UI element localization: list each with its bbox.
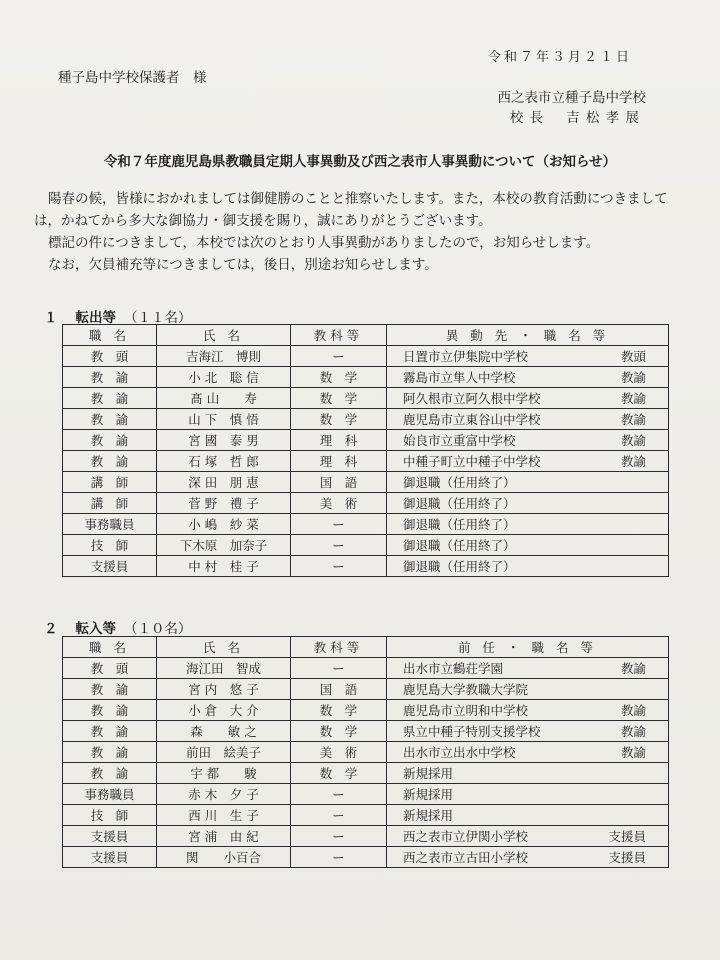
destination-role: 教諭 — [620, 412, 646, 427]
cell-name: 菅 野 禮 子 — [157, 493, 291, 514]
cell-destination — [387, 658, 669, 679]
cell-post: 教 諭 — [63, 388, 157, 409]
cell-subject: ー — [291, 826, 387, 847]
cell-destination — [387, 784, 669, 805]
destination-text: 御退職（任用終了） — [403, 559, 516, 574]
destination-text: 出水市立出水中学校 — [403, 745, 516, 760]
cell-name: 宮 内 悠 子 — [157, 679, 291, 700]
table-row — [63, 826, 669, 847]
section-number: １ — [44, 310, 58, 326]
addressee: 種子島中学校保護者 様 — [58, 70, 207, 86]
destination-text: 始良市立重富中学校 — [403, 433, 516, 448]
cell-post: 講 師 — [63, 472, 157, 493]
destination-text: 霧島市立隼人中学校 — [403, 370, 516, 385]
cell-post: 教 諭 — [63, 451, 157, 472]
cell-post: 支援員 — [63, 826, 157, 847]
destination-text: 御退職（任用終了） — [403, 475, 516, 490]
cell-subject: ー — [291, 535, 387, 556]
cell-name: 小 倉 大 介 — [157, 700, 291, 721]
cell-subject: 理 科 — [291, 451, 387, 472]
destination-role: 支援員 — [608, 850, 646, 865]
cell-subject: ー — [291, 514, 387, 535]
table-row — [63, 535, 669, 556]
cell-post: 教 諭 — [63, 409, 157, 430]
cell-destination — [387, 847, 669, 868]
table-row — [63, 430, 669, 451]
cell-subject: 数 学 — [291, 721, 387, 742]
principal-title: 校 長 — [509, 110, 545, 126]
table-row — [63, 514, 669, 535]
destination-role: 教頭 — [620, 349, 646, 364]
destination-text: 新規採用 — [403, 808, 454, 823]
destination-role: 教諭 — [620, 370, 646, 385]
destination-text: 西之表市立伊関小学校 — [403, 829, 529, 844]
col-header-destination: 異 動 先 ・ 職 名 等 — [387, 325, 669, 346]
cell-name: 小 嶋 紗 菜 — [157, 514, 291, 535]
table-row — [63, 805, 669, 826]
cell-subject: 数 学 — [291, 763, 387, 784]
table-row — [63, 556, 669, 577]
cell-post: 技 師 — [63, 535, 157, 556]
cell-post: 教 諭 — [63, 700, 157, 721]
body-text — [34, 188, 678, 276]
col-header-post: 職 名 — [63, 325, 157, 346]
col-header-name: 氏 名 — [157, 325, 291, 346]
section-label: 転出等 — [75, 310, 116, 326]
cell-name: 宇 都 駿 — [157, 763, 291, 784]
cell-name: 西 川 生 子 — [157, 805, 291, 826]
cell-post: 講 師 — [63, 493, 157, 514]
destination-text: 新規採用 — [403, 766, 454, 781]
destination-text: 西之表市立古田小学校 — [403, 850, 529, 865]
cell-destination — [387, 367, 669, 388]
cell-destination — [387, 535, 669, 556]
body-paragraph-1: 陽春の候，皆様におかれましては御健勝のことと推察いたします。また，本校の教育活動につきましては，かねてから多大な御協力・御支援を賜り，誠にありがとうございます。 — [34, 191, 668, 229]
cell-subject: ー — [291, 847, 387, 868]
cell-subject: 国 語 — [291, 679, 387, 700]
cell-destination — [387, 679, 669, 700]
table-row — [63, 472, 669, 493]
body-paragraph-3: なお，欠員補充等につきましては，後日，別途お知らせします。 — [48, 257, 438, 273]
destination-role: 教諭 — [620, 391, 646, 406]
cell-subject: 理 科 — [291, 430, 387, 451]
table-row — [63, 367, 669, 388]
cell-name: 赤 木 夕 子 — [157, 784, 291, 805]
cell-subject: ー — [291, 346, 387, 367]
cell-post: 技 師 — [63, 805, 157, 826]
section-label: 転入等 — [75, 621, 116, 637]
cell-name: 森 敏 之 — [157, 721, 291, 742]
cell-subject: 美 術 — [291, 742, 387, 763]
transfer-out-table — [62, 324, 669, 577]
school-name: 西之表市立種子島中学校 — [497, 90, 646, 106]
destination-text: 鹿児島大学教職大学院 — [403, 682, 529, 697]
cell-post: 教 諭 — [63, 742, 157, 763]
cell-destination — [387, 556, 669, 577]
cell-destination — [387, 805, 669, 826]
cell-post: 教 諭 — [63, 430, 157, 451]
col-header-previous: 前 任 ・ 職 名 等 — [387, 637, 669, 658]
table-row — [63, 451, 669, 472]
cell-name: 宮 浦 由 紀 — [157, 826, 291, 847]
destination-text: 鹿児島市立東谷山中学校 — [403, 412, 541, 427]
table-header-row — [63, 637, 669, 658]
cell-post: 教 諭 — [63, 367, 157, 388]
cell-subject: 国 語 — [291, 472, 387, 493]
destination-text: 御退職（任用終了） — [403, 496, 516, 511]
cell-destination — [387, 472, 669, 493]
cell-subject: 美 術 — [291, 493, 387, 514]
table-row — [63, 679, 669, 700]
destination-role: 教諭 — [620, 703, 646, 718]
col-header-subject: 教科等 — [291, 325, 387, 346]
cell-subject: 数 学 — [291, 367, 387, 388]
cell-name: 吉海江 博則 — [157, 346, 291, 367]
cell-name: 髙 山 寿 — [157, 388, 291, 409]
destination-role: 教諭 — [620, 724, 646, 739]
col-header-post: 職 名 — [63, 637, 157, 658]
cell-name: 宮 國 泰 男 — [157, 430, 291, 451]
destination-role: 支援員 — [608, 829, 646, 844]
cell-name: 下木原 加奈子 — [157, 535, 291, 556]
cell-post: 支援員 — [63, 556, 157, 577]
cell-name: 前田 絵美子 — [157, 742, 291, 763]
transfer-in-table — [62, 636, 669, 868]
table-row — [63, 721, 669, 742]
destination-text: 県立中種子特別支援学校 — [403, 724, 541, 739]
destination-role: 教諭 — [620, 661, 646, 676]
table-row — [63, 346, 669, 367]
table-row — [63, 388, 669, 409]
table-row — [63, 784, 669, 805]
cell-subject: ー — [291, 658, 387, 679]
cell-destination — [387, 409, 669, 430]
destination-role: 教諭 — [620, 745, 646, 760]
cell-destination — [387, 514, 669, 535]
cell-destination — [387, 721, 669, 742]
cell-subject: 数 学 — [291, 700, 387, 721]
cell-destination — [387, 430, 669, 451]
destination-text: 御退職（任用終了） — [403, 538, 516, 553]
issue-date: 令和７年３月２１日 — [487, 50, 632, 65]
section-1-heading — [44, 306, 192, 326]
cell-post: 教 諭 — [63, 721, 157, 742]
body-paragraph-2: 標記の件につきまして，本校では次のとおり人事異動がありましたので，お知らせします。 — [48, 235, 600, 251]
section-count: （１１名） — [124, 310, 192, 326]
table-row — [63, 658, 669, 679]
section-count: （１０名） — [124, 621, 192, 637]
cell-subject: 数 学 — [291, 388, 387, 409]
destination-text: 新規採用 — [403, 787, 454, 802]
cell-destination — [387, 346, 669, 367]
destination-text: 鹿児島市立明和中学校 — [403, 703, 529, 718]
cell-name: 深 田 朋 恵 — [157, 472, 291, 493]
cell-name: 小 北 聡 信 — [157, 367, 291, 388]
principal-line — [510, 106, 640, 126]
cell-subject: ー — [291, 805, 387, 826]
cell-post: 事務職員 — [63, 784, 157, 805]
cell-destination — [387, 700, 669, 721]
principal-name: 吉 松 孝 展 — [566, 110, 640, 126]
cell-post: 教 諭 — [63, 763, 157, 784]
destination-role: 教諭 — [620, 454, 646, 469]
table-row — [63, 763, 669, 784]
section-number: ２ — [44, 621, 58, 637]
document-title: 令和７年度鹿児島県教職員定期人事異動及び西之表市人事異動について（お知らせ） — [103, 154, 617, 170]
cell-destination — [387, 451, 669, 472]
cell-post: 教 頭 — [63, 346, 157, 367]
table-header-row — [63, 325, 669, 346]
cell-name: 山 下 慎 悟 — [157, 409, 291, 430]
section-2-heading — [44, 617, 192, 637]
cell-subject: ー — [291, 556, 387, 577]
table-row — [63, 742, 669, 763]
cell-post: 支援員 — [63, 847, 157, 868]
cell-subject: 数 学 — [291, 409, 387, 430]
col-header-subject: 教科等 — [291, 637, 387, 658]
destination-text: 出水市立鶴荘学園 — [403, 661, 504, 676]
destination-role: 教諭 — [620, 433, 646, 448]
destination-text: 御退職（任用終了） — [403, 517, 516, 532]
cell-post: 事務職員 — [63, 514, 157, 535]
destination-text: 中種子町立中種子中学校 — [403, 454, 541, 469]
cell-name: 関 小百合 — [157, 847, 291, 868]
cell-destination — [387, 826, 669, 847]
destination-text: 日置市立伊集院中学校 — [403, 349, 529, 364]
table-row — [63, 700, 669, 721]
cell-destination — [387, 742, 669, 763]
cell-destination — [387, 763, 669, 784]
cell-name: 海江田 智成 — [157, 658, 291, 679]
table-row — [63, 409, 669, 430]
col-header-name: 氏 名 — [157, 637, 291, 658]
table-row — [63, 493, 669, 514]
cell-name: 中 村 桂 子 — [157, 556, 291, 577]
cell-post: 教 頭 — [63, 658, 157, 679]
cell-destination — [387, 388, 669, 409]
cell-subject: ー — [291, 784, 387, 805]
cell-destination — [387, 493, 669, 514]
table-row — [63, 847, 669, 868]
cell-post: 教 諭 — [63, 679, 157, 700]
cell-name: 石 塚 哲 郎 — [157, 451, 291, 472]
destination-text: 阿久根市立阿久根中学校 — [403, 391, 541, 406]
